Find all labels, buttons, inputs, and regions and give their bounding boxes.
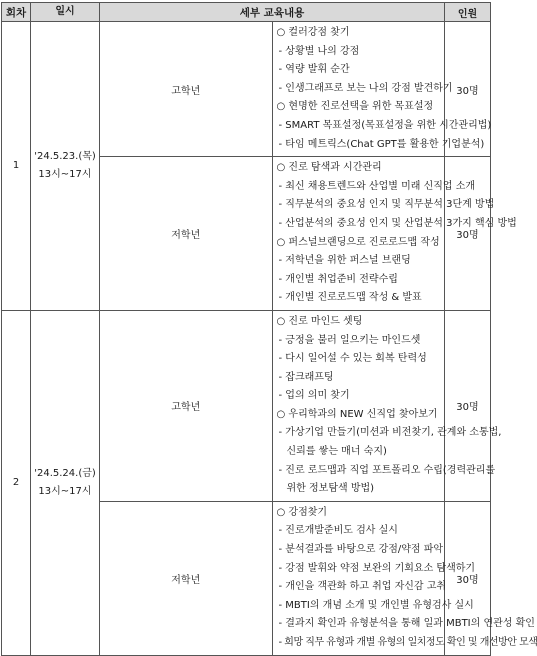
group-count: 30명 [445,157,491,311]
session-date: '24.5.23.(목) [34,150,96,162]
content-line: ○ 현명한 진로선택을 위한 목표설정 [276,101,434,113]
session-round: 1 [2,22,31,311]
content-line: ○ 컬러강점 찾기 [276,27,350,38]
content-line: - 상황별 나의 강점 [278,45,360,57]
content-line: - 인생그래프로 보는 나의 강점 발견하기 [278,82,453,94]
session-time: 13시~17시 [38,485,92,497]
education-schedule-table [1,2,537,656]
content-line: - 역량 발휘 순간 [278,64,350,76]
session-date: '24.5.24.(금) [34,467,96,479]
group-level: 저학년 [100,501,273,655]
content-line: - 강점 발휘와 약점 보완의 기회요소 탐색하기 [278,562,476,574]
header-count: 인원 [445,3,491,22]
session-datetime [31,310,100,655]
header-round: 회차 [2,3,31,22]
header-row [2,3,491,22]
header-content: 세부 교육내용 [100,3,445,22]
table-row [2,22,491,157]
content-line: - 잡크래프팅 [278,371,334,383]
content-line: - MBTI의 개념 소개 및 개인별 유형검사 실시 [278,599,474,611]
group-level: 저학년 [100,157,273,311]
group-count: 30명 [445,22,491,157]
content-line: - 업의 의미 찾기 [278,390,350,402]
group-level: 고학년 [100,22,273,157]
content-line: - 산업분석의 중요성 인지 및 산업분석 3가지 핵심 방법 [278,217,517,229]
content-line: - 분석결과를 바탕으로 강점/약점 파악 [278,544,444,556]
header-date: 일시 [31,3,100,22]
content-line: - 저학년을 위한 퍼스널 브랜딩 [278,255,411,267]
content-line: - 개인별 진로로드맵 작성 & 발표 [278,292,422,304]
content-line: - 결과지 확인과 유형분석을 통해 일과 MBTI의 연관성 확인 [278,618,535,630]
content-line: ○ 진로 마인드 셋팅 [276,315,363,327]
content-line: ○ 퍼스널브랜딩으로 진로로드맵 작성 [276,236,440,248]
content-line: - 가상기업 만들기(미션과 비전찾기, 관계와 소통법, [278,427,502,439]
content-line: - 타임 메트릭스(Chat GPT를 활용한 기업분석) [278,138,485,150]
content-line: ○ 강점찾기 [276,506,328,518]
session-time: 13시~17시 [38,168,92,180]
content-line: - 다시 일어설 수 있는 회복 탄력성 [278,353,427,365]
content-line: ○ 진로 탐색과 시간관리 [276,162,382,174]
table-row [2,310,491,501]
group-count: 30명 [445,310,491,501]
group-count: 30명 [445,501,491,655]
content-line: - 개인별 취업준비 전략수립 [278,273,398,285]
content-line: - 직무분석의 중요성 인지 및 직무분석 3단계 방법 [278,199,495,211]
content-line: - 희망 직무 유형과 개별 유형의 일치정도 확인 및 개선방안 모색 [278,637,537,648]
content-line: - 진로개발준비도 검사 실시 [278,525,398,537]
content-line: 위한 정보탐색 방법) [286,483,375,495]
session-round: 2 [2,310,31,655]
content-line: - 진로 로드맵과 직업 포트폴리오 수립(경력관리를 [278,464,496,476]
group-level: 고학년 [100,310,273,501]
session-datetime [31,22,100,311]
content-line: - 긍정을 불러 일으키는 마인드셋 [278,334,421,346]
content-line: 신뢰를 쌓는 매너 숙지) [286,446,387,458]
content-line: - 최신 채용트렌드와 산업별 미래 신직업 소개 [278,180,476,192]
content-line: - SMART 목표설정(목표설정을 위한 시간관리법) [278,119,492,131]
content-line: ○ 우리학과의 NEW 신직업 찾아보기 [276,408,438,420]
content-line: - 개인을 객관화 하고 취업 자신감 고취 [278,581,447,593]
